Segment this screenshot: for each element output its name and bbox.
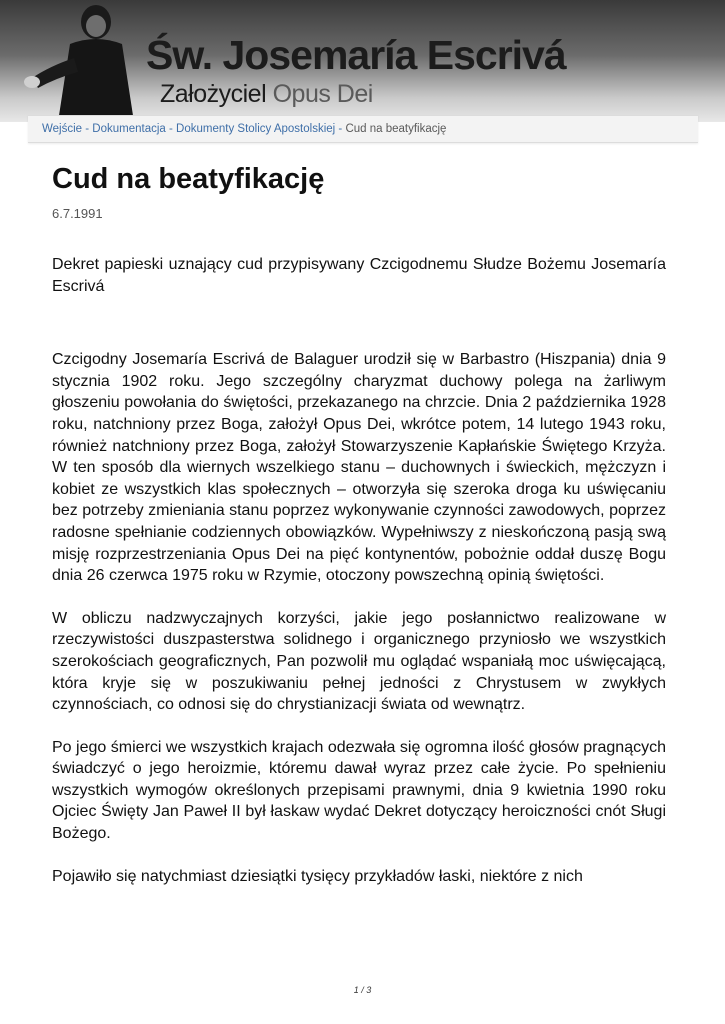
breadcrumb-separator: - — [335, 123, 346, 135]
article — [52, 158, 666, 887]
article-paragraph: Po jego śmierci we wszystkich krajach odezwała się ogromna ilość głosów pragnących świadczyć o jego heroizmie, któremu dawał wyraz przez całe życie. Po spełnieniu wszystkich wymogów określonych przepisami prawnymi, dnia 9 kwietnia 1990 roku Ojciec Święty Jan Paweł II był łaskaw wydać Dekret dotyczący heroiczności cnót Sługi Bożego. — [52, 738, 666, 843]
founder-photo-hand — [24, 76, 40, 88]
breadcrumb — [28, 115, 698, 143]
article-paragraph: W obliczu nadzwyczajnych korzyści, jakie jego posłannictwo realizowane w rzeczywistości duszpasterstwa solidnego i organicznego przyniosło we wszystkich szerokościach geograficznych, Pan pozwolił mu oglądać wspaniałą moc uświęcającą, która kryje się w poszukiwaniu pełnej jedności z Chrystusem w zwykłych czynnościach, co odnosi się do chrystianizacji świata od wewnątrz. — [52, 609, 666, 714]
site-title: Św. Josemaría Escrivá — [146, 32, 566, 78]
article-date: 6.7.1991 — [52, 206, 103, 221]
page-number: 1 / 3 — [353, 985, 372, 995]
founder-photo-body — [58, 39, 134, 122]
site-subtitle-opus-dei: Opus Dei — [272, 80, 373, 108]
site-subtitle — [160, 80, 373, 109]
site-header-banner — [0, 0, 725, 122]
breadcrumb-link-holy-see-documents[interactable]: Dokumenty Stolicy Apostolskiej — [176, 123, 336, 135]
breadcrumb-separator: - — [82, 123, 93, 135]
breadcrumb-separator: - — [165, 123, 177, 135]
article-paragraph: Czcigodny Josemaría Escrivá de Balaguer urodził się w Barbastro (Hiszpania) dnia 9 stycznia 1902 roku. Jego szczególny charyzmat duchowy polega na żarliwym głoszeniu powołania do świętości, przekazanego na chrzcie. Dnia 2 października 1928 roku, natchniony przez Boga, założył Opus Dei, wkrótce potem, 14 lutego 1943 roku, również natchniony przez Boga, założył Stowarzyszenie Kapłańskie Świętego Krzyża. W ten sposób dla wiernych wszelkiego stanu – duchownych i świeckich, mężczyzn i kobiet ze wszystkich klas społecznych – otworzyła się szeroka droga ku uświęcaniu bez potrzeby zmieniania stanu poprzez wykonywanie czynności zawodowych, poprzez radosne spełnianie codziennych obowiązków. Wypełniwszy z nieskończoną pasją swą misję rozprzestrzeniania Opus Dei na pięć kontynentów, pobożnie oddał duszę Bogu dnia 26 czerwca 1975 roku w Rzymie, otoczony powszechną opinią świętości. — [52, 351, 666, 585]
breadcrumb-link-documentation[interactable]: Dokumentacja — [92, 123, 166, 135]
founder-photo — [18, 0, 138, 122]
article-paragraph: Pojawiło się natychmiast dziesiątki tysięcy przykładów łaski, niektóre z nich — [52, 867, 583, 885]
article-intro: Dekret papieski uznający cud przypisywany Czcigodnemu Słudze Bożemu Josemaría Escrivá — [52, 256, 666, 295]
page-title: Cud na beatyfikację — [52, 163, 325, 195]
site-subtitle-founder: Założyciel — [160, 80, 267, 108]
breadcrumb-link-home[interactable]: Wejście — [42, 123, 83, 135]
breadcrumb-current: Cud na beatyfikację — [345, 123, 447, 135]
